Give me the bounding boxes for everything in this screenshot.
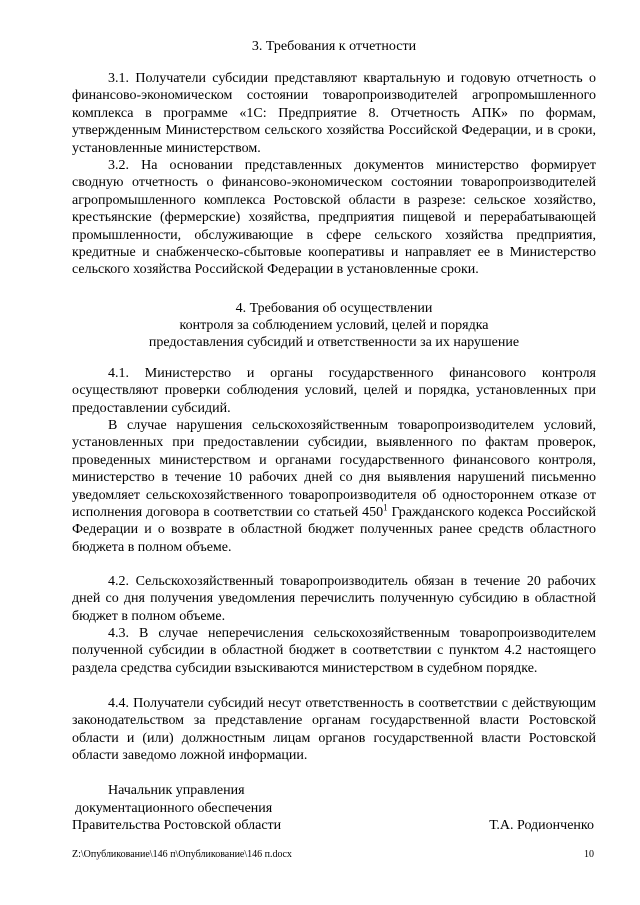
section-4-heading bbox=[72, 300, 596, 351]
footer-file-path: Z:\Опубликование\146 п\Опубликование\146 п.docx bbox=[72, 849, 292, 860]
section-4-heading-line-2: контроля за соблюдением условий, целей и порядка bbox=[179, 318, 489, 333]
page-number: 10 bbox=[584, 849, 594, 860]
paragraph-4-1-violation-text-start: В случае нарушения сельскохозяйственным товаропроизводителем условий, установленных при предоставлении субсидии, выявленного по фактам проверок, проведенных министерством и органами государственного финансового контроля, министерство в течение 10 рабочих дней со дня выявления нарушений письменно уведомляет сельскохозяйственного товаропроизводителя об одностороннем отказе от исполнения договора в соответствии со статьей 450 bbox=[72, 418, 596, 521]
paragraph-4-2: 4.2. Сельскохозяйственный товаропроизводитель обязан в течение 20 рабочих дней со дня получения уведомления перечислить полученную субсидию в областной бюджет в полном объеме. bbox=[72, 574, 596, 624]
signatory-title-line-2: документационного обеспечения bbox=[75, 801, 273, 816]
paragraph-4-3: 4.3. В случае неперечисления сельскохозяйственным товаропроизводителем полученной субсидии в областной бюджет в соответствии с пунктом 4.2 настоящего раздела средства субсидии взыскиваются министерством в судебном порядке. bbox=[72, 626, 596, 676]
signatory-name: Т.А. Родионченко bbox=[489, 818, 594, 833]
paragraph-4-1-violation-text-end: Гражданского кодекса Российской Федерации и о возврате в областной бюджет полученных ранее средств областного бюджета в полном объеме. bbox=[72, 505, 596, 555]
section-3-heading bbox=[72, 38, 596, 55]
signatory-title-line-3: Правительства Ростовской области bbox=[72, 818, 282, 833]
paragraph-4-1-violation bbox=[72, 417, 596, 556]
paragraph-4-4: 4.4. Получатели субсидий несут ответственность в соответствии с действующим законодательством за представление органам государственной власти Ростовской области и (или) должностным лицам органов государственной власти Ростовской области заведомо ложной информации. bbox=[72, 696, 596, 764]
section-3-heading-text: 3. Требования к отчетности bbox=[251, 39, 417, 54]
paragraph-3-2: 3.2. На основании представленных документов министерство формирует сводную отчетность о финансово-экономическом состоянии товаропроизводителей агропромышленного комплекса Ростовской области в разрезе: сельское хозяйство, крестьянские (фермерские) хозяйства, предприятия пищевой и перерабатывающей промышленности, обслуживающие в сфере сельского хозяйства предприятия, кредитные и снабженческо-сбытовые кооперативы и направляет ее в Министерство сельского хозяйства Российской Федерации в установленные сроки. bbox=[72, 158, 596, 278]
signatory-title-line-1: Начальник управления bbox=[108, 783, 245, 798]
paragraph-3-1: 3.1. Получатели субсидии представляют квартальную и годовую отчетность о финансово-экономическом состоянии товаропроизводителей агропромышленного комплекса в программе «1С: Предприятие 8. Отчетность АПК» по формам, утвержденным Министерством сельского хозяйства Российской Федерации, и в сроки, установленные министерством. bbox=[72, 71, 596, 156]
section-4-heading-line-1: 4. Требования об осуществлении bbox=[235, 301, 433, 316]
paragraph-4-1: 4.1. Министерство и органы государственного финансового контроля осуществляют проверки соблюдения условий, целей и порядка, установленных при предоставлении субсидий. bbox=[72, 366, 596, 416]
section-4-heading-line-3: предоставления субсидий и ответственности за их нарушение bbox=[148, 335, 520, 350]
article-superscript: 1 bbox=[383, 502, 388, 513]
